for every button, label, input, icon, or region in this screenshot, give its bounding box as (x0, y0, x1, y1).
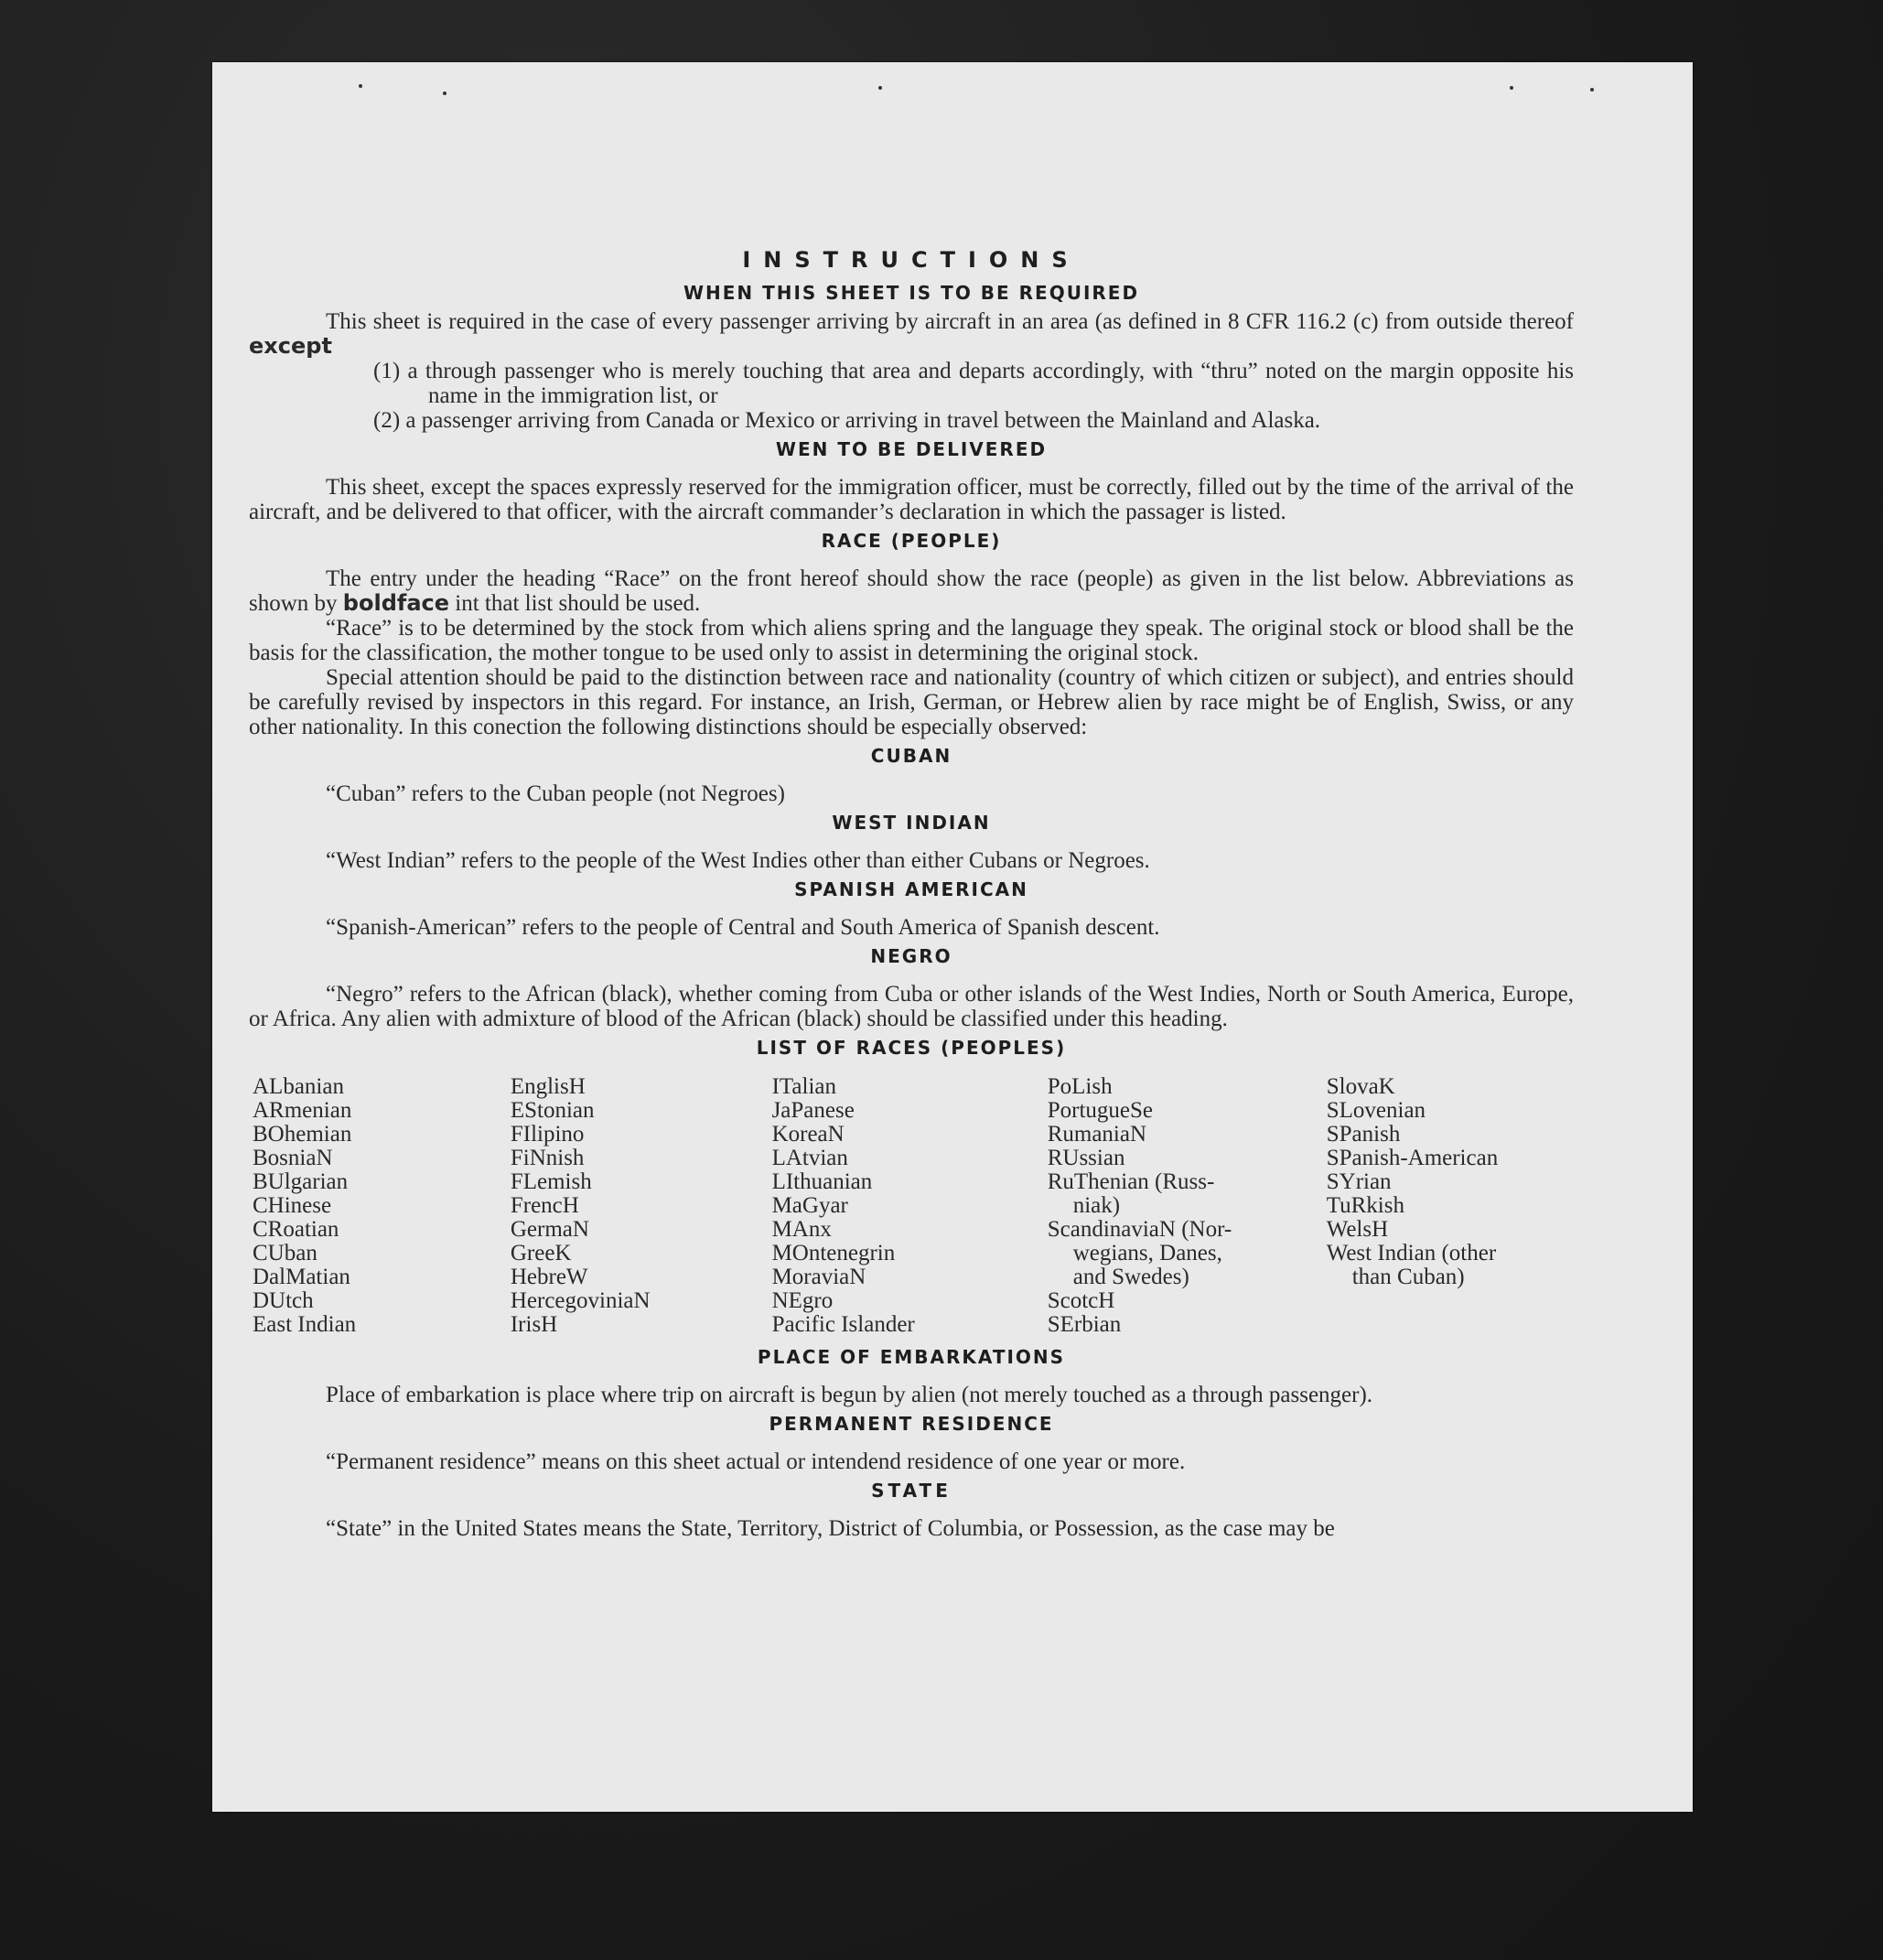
scan-speck (1590, 88, 1594, 92)
race-text-start: The entry under the heading “Race” on the front hereof should show the race (people) as given in the list below. Abbreviations as shown by (249, 566, 1574, 616)
race-item: CUban (253, 1241, 317, 1265)
page-title: INSTRUCTIONS (742, 247, 1081, 273)
race-item: ScotcH (1047, 1288, 1115, 1313)
paragraph-embarkation: Place of embarkation is place where trip on aircraft is begun by alien (not merely touched as a through passenger). (326, 1383, 1373, 1407)
race-item: LIthuanian (771, 1169, 873, 1194)
instructions-content (249, 247, 1574, 1541)
when-required-text: This sheet is required in the case of every passenger arriving by aircraft in an area (as defined in 8 CFR 116.2 (c) from outside thereof (326, 309, 1574, 334)
race-item: FLemish (510, 1169, 592, 1194)
race-item: RumaniaN (1047, 1122, 1147, 1147)
race-item: IrisH (510, 1312, 558, 1337)
heading-when-required: WHEN THIS SHEET IS TO BE REQUIRED (683, 282, 1140, 304)
races-column-4 (1048, 1075, 1327, 1337)
race-item: TuRkish (1326, 1193, 1404, 1218)
race-item: SErbian (1047, 1312, 1122, 1337)
heading-embarkation: PLACE OF EMBARKATIONS (757, 1346, 1066, 1368)
paragraph-race-1 (249, 566, 1574, 616)
heading-state: STATE (871, 1480, 952, 1502)
races-column-3 (772, 1075, 1048, 1337)
race-item: MAnx (771, 1217, 832, 1242)
race-item: LAtvian (771, 1146, 848, 1170)
race-item: BOhemian (253, 1122, 352, 1147)
race-item: GermaN (510, 1217, 589, 1242)
paragraph-delivered: This sheet, except the spaces expressly reserved for the immigration officer, must be correctly, filled out by the time of the arrival of the aircraft, and be delivered to that officer, with the aircraft commander’s declaration in which the passager is listed. (249, 475, 1574, 524)
race-item: SLovenian (1326, 1098, 1426, 1123)
heading-permanent-residence: PERMANENT RESIDENCE (769, 1413, 1054, 1435)
race-item: SPanish (1326, 1122, 1401, 1147)
race-item: Pacific Islander (771, 1312, 915, 1337)
heading-spanish-american: SPANISH AMERICAN (794, 878, 1028, 900)
race-item: PortugueSe (1047, 1098, 1153, 1123)
scan-speck (359, 84, 362, 88)
heading-cuban: CUBAN (870, 745, 952, 767)
race-item: EnglisH (510, 1074, 586, 1099)
races-column-5 (1327, 1075, 1574, 1337)
race-item: than Cuban) (1351, 1265, 1465, 1289)
race-item: ScandinaviaN (Nor- (1047, 1217, 1232, 1242)
heading-race: RACE (PEOPLE) (821, 530, 1002, 552)
race-item: BUlgarian (253, 1169, 349, 1194)
race-item: GreeK (510, 1241, 572, 1265)
race-item: MOntenegrin (771, 1241, 896, 1265)
race-item: KoreaN (771, 1122, 845, 1147)
races-column-2 (511, 1075, 772, 1337)
race-item: NEgro (771, 1288, 834, 1313)
race-item: FrencH (510, 1193, 579, 1218)
paragraph-state: “State” in the United States means the State, Territory, District of Columbia, or Possession, as the case may be (326, 1516, 1335, 1541)
race-item: HercegoviniaN (510, 1288, 651, 1313)
race-item: SYrian (1326, 1169, 1392, 1194)
race-item: PoLish (1047, 1074, 1113, 1099)
race-item: East Indian (253, 1312, 357, 1337)
heading-west-indian: WEST INDIAN (832, 812, 991, 834)
races-column-1 (253, 1075, 511, 1337)
race-item: ITalian (771, 1074, 836, 1099)
paragraph-permanent-residence: “Permanent residence” means on this sheet actual or intendend residence of one year or more. (326, 1449, 1186, 1474)
race-item: EStonian (510, 1098, 595, 1123)
race-item: CHinese (253, 1193, 332, 1218)
scan-speck (1510, 86, 1513, 90)
race-item: wegians, Danes, (1072, 1241, 1222, 1265)
paragraph-negro: “Negro” refers to the African (black), whether coming from Cuba or other islands of the West Indies, North or South America, Europe, or Africa. Any alien with admixture of blood of the African (black) should be classified under this heading. (249, 982, 1574, 1031)
race-item: HebreW (510, 1265, 588, 1289)
race-item: DalMatian (253, 1265, 350, 1289)
boldface-bold: boldface (342, 590, 450, 616)
race-item: JaPanese (771, 1098, 855, 1123)
race-item: CRoatian (253, 1217, 339, 1242)
race-item: niak) (1072, 1193, 1121, 1218)
paragraph-cuban: “Cuban” refers to the Cuban people (not Negroes) (326, 781, 785, 806)
race-item: WelsH (1326, 1217, 1389, 1242)
race-item: FiNnish (510, 1146, 585, 1170)
race-item: FIlipino (510, 1122, 585, 1147)
heading-negro: NEGRO (870, 945, 952, 967)
paragraph-when-required (249, 309, 1574, 359)
paragraph-west-indian: “West Indian” refers to the people of the West Indies other than either Cubans or Negroes. (326, 848, 1150, 873)
exception-item-1: (1) a through passenger who is merely touching that area and departs accordingly, with “thru” noted on the margin opposite his name in the immigration list, or (373, 359, 1574, 408)
race-item: ALbanian (253, 1074, 344, 1099)
paragraph-race-2: “Race” is to be determined by the stock from which aliens spring and the language they speak. The original stock or blood shall be the basis for the classification, the mother tongue to be used only to assist in determining the original stock. (249, 616, 1574, 665)
race-item: MoraviaN (771, 1265, 866, 1289)
paragraph-race-3: Special attention should be paid to the distinction between race and nationality (country of which citizen or subject), and entries should be carefully revised by inspectors in this regard. For instance, an Irish, German, or Hebrew alien by race might be of English, Swiss, or any other nationality. In this conection the following distinctions should be especially observed: (249, 665, 1574, 739)
heading-delivered: WEN TO BE DELIVERED (775, 438, 1048, 460)
race-item: BosniaN (253, 1146, 333, 1170)
race-item: RuThenian (Russ- (1047, 1169, 1215, 1194)
race-item: ARmenian (253, 1098, 352, 1123)
exception-item-2: (2) a passenger arriving from Canada or Mexico or arriving in travel between the Mainland and Alaska. (373, 408, 1321, 433)
race-item: SlovaK (1326, 1074, 1395, 1099)
race-item: RUssian (1047, 1146, 1125, 1170)
race-item: MaGyar (771, 1193, 848, 1218)
scan-speck (443, 92, 447, 95)
race-item: DUtch (253, 1288, 314, 1313)
race-item: and Swedes) (1072, 1265, 1189, 1289)
paragraph-spanish-american: “Spanish-American” refers to the people of Central and South America of Spanish descent. (326, 915, 1160, 940)
document-page (212, 62, 1693, 1812)
scan-speck (878, 86, 882, 90)
race-item: SPanish-American (1326, 1146, 1499, 1170)
except-bold: except (249, 333, 332, 359)
races-list (253, 1075, 1574, 1337)
race-item: West Indian (other (1326, 1241, 1497, 1265)
heading-list-of-races: LIST OF RACES (PEOPLES) (756, 1037, 1067, 1059)
race-text-end: int that list should be used. (455, 591, 701, 616)
